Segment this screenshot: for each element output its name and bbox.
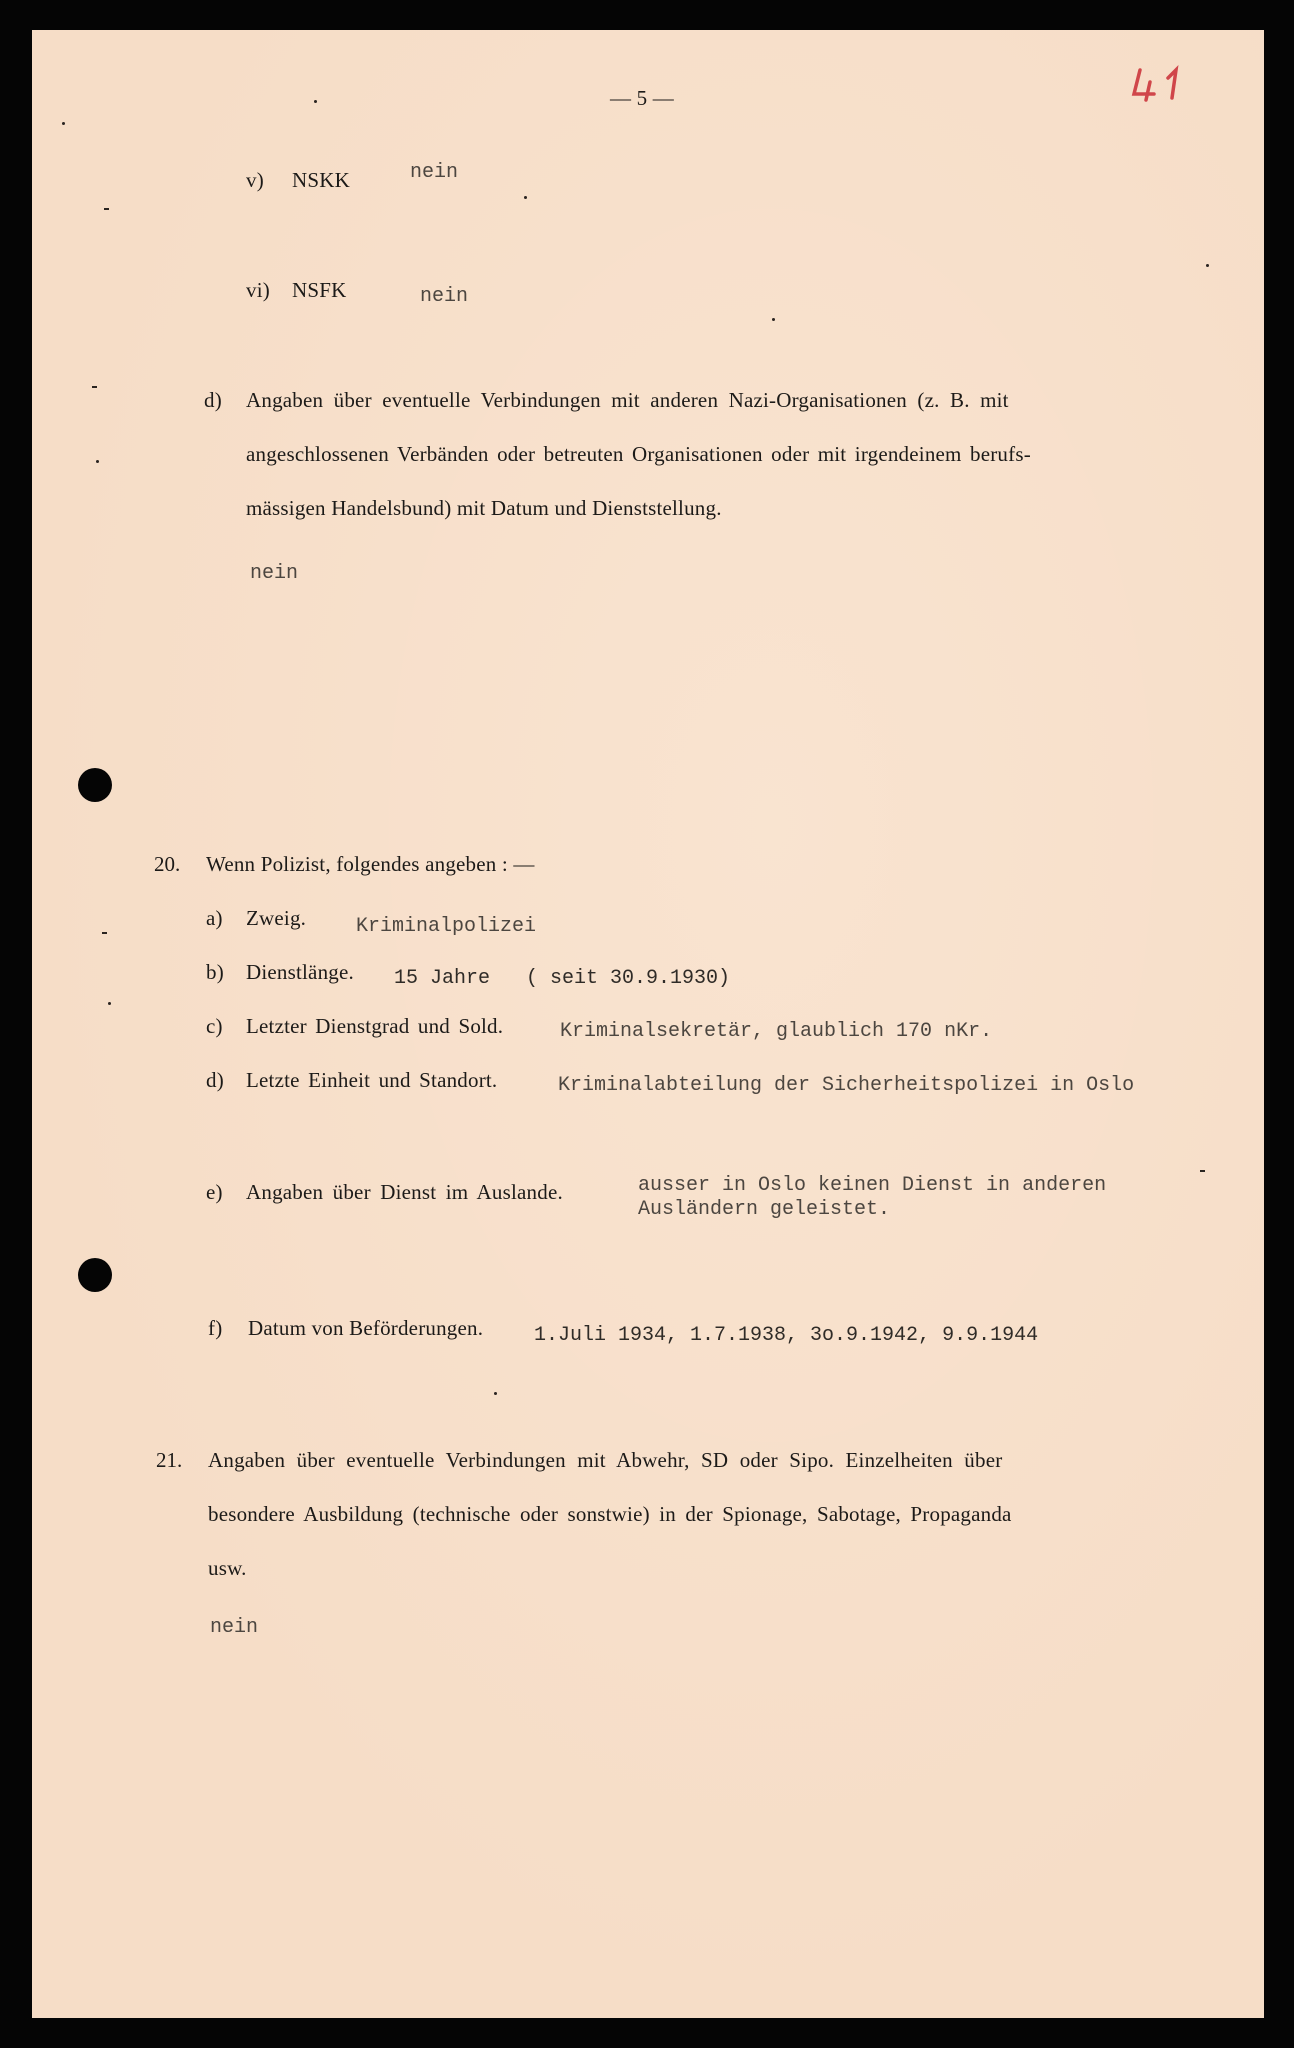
section-d-label: d) <box>204 388 222 412</box>
q21-line-2: besondere Ausbildung (technische oder sonstwie) in der Spionage, Sabotage, Propaganda <box>208 1502 1012 1526</box>
page-number: — 5 — <box>610 86 674 110</box>
paper-speck <box>108 1002 111 1005</box>
q20-d-answer: Kriminalabteilung der Sicherheitspolizei in Oslo <box>558 1074 1135 1097</box>
membership-label-vi: vi) <box>246 278 270 302</box>
q20-b-label: b) <box>206 960 224 984</box>
paper-speck <box>1200 1170 1205 1172</box>
handwritten-page-mark <box>1128 64 1192 109</box>
membership-org-nsfk: NSFK <box>292 278 347 302</box>
paper-speck <box>102 932 107 934</box>
paper-speck <box>1206 264 1209 267</box>
q21-line-1: Angaben über eventuelle Verbindungen mit Abwehr, SD oder Sipo. Einzelheiten über <box>208 1448 1003 1472</box>
q20-d-label: d) <box>206 1068 224 1092</box>
q20-c-prompt: Letzter Dienstgrad und Sold. <box>246 1014 504 1038</box>
section-d-line-3: mässigen Handelsbund) mit Datum und Dienststellung. <box>246 496 722 520</box>
q20-a-answer: Kriminalpolizei <box>356 915 537 938</box>
q21-line-3: usw. <box>208 1556 247 1580</box>
q20-b-answer: 15 Jahre ( seit 30.9.1930) <box>394 967 731 990</box>
paper-speck <box>92 386 97 388</box>
section-d-answer: nein <box>250 562 299 585</box>
punch-hole-top <box>78 768 112 802</box>
q20-d-prompt: Letzte Einheit und Standort. <box>246 1068 498 1092</box>
q20-e-label: e) <box>206 1180 223 1204</box>
paper-speck <box>314 100 317 103</box>
q20-c-label: c) <box>206 1014 223 1038</box>
paper-speck <box>494 1392 497 1395</box>
paper-speck <box>62 122 65 125</box>
membership-answer-nsfk: nein <box>420 285 469 308</box>
q20-f-answer: 1.Juli 1934, 1.7.1938, 3o.9.1942, 9.9.1944 <box>534 1324 1039 1347</box>
paper-speck <box>772 318 775 321</box>
q20-number: 20. <box>154 852 181 876</box>
q20-b-prompt: Dienstlänge. <box>246 960 354 984</box>
q21-answer: nein <box>210 1616 259 1639</box>
q20-a-prompt: Zweig. <box>246 906 307 930</box>
paper-speck <box>96 460 99 463</box>
membership-org-nskk: NSKK <box>292 168 350 192</box>
q20-e-answer-line-1: ausser in Oslo keinen Dienst in anderen <box>638 1174 1107 1197</box>
q20-f-prompt: Datum von Beförderungen. <box>248 1316 484 1340</box>
q21-number: 21. <box>156 1448 183 1472</box>
paper-speck <box>524 196 527 199</box>
paper-speck <box>104 208 109 210</box>
membership-answer-nskk: nein <box>410 161 459 184</box>
punch-hole-bottom <box>78 1258 112 1292</box>
q20-a-label: a) <box>206 906 223 930</box>
document-page <box>32 30 1264 2018</box>
q20-e-prompt: Angaben über Dienst im Auslande. <box>246 1180 563 1204</box>
section-d-line-2: angeschlossenen Verbänden oder betreuten Organisationen oder mit irgendeinem berufs- <box>246 442 1031 466</box>
q20-c-answer: Kriminalsekretär, glaublich 170 nKr. <box>560 1020 993 1043</box>
q20-e-answer-line-2: Ausländern geleistet. <box>638 1198 891 1221</box>
q20-heading: Wenn Polizist, folgendes angeben : — <box>206 852 535 876</box>
q20-f-label: f) <box>208 1316 223 1340</box>
section-d-line-1: Angaben über eventuelle Verbindungen mit anderen Nazi-Organisationen (z. B. mit <box>246 388 1009 412</box>
membership-label-v: v) <box>246 168 264 192</box>
